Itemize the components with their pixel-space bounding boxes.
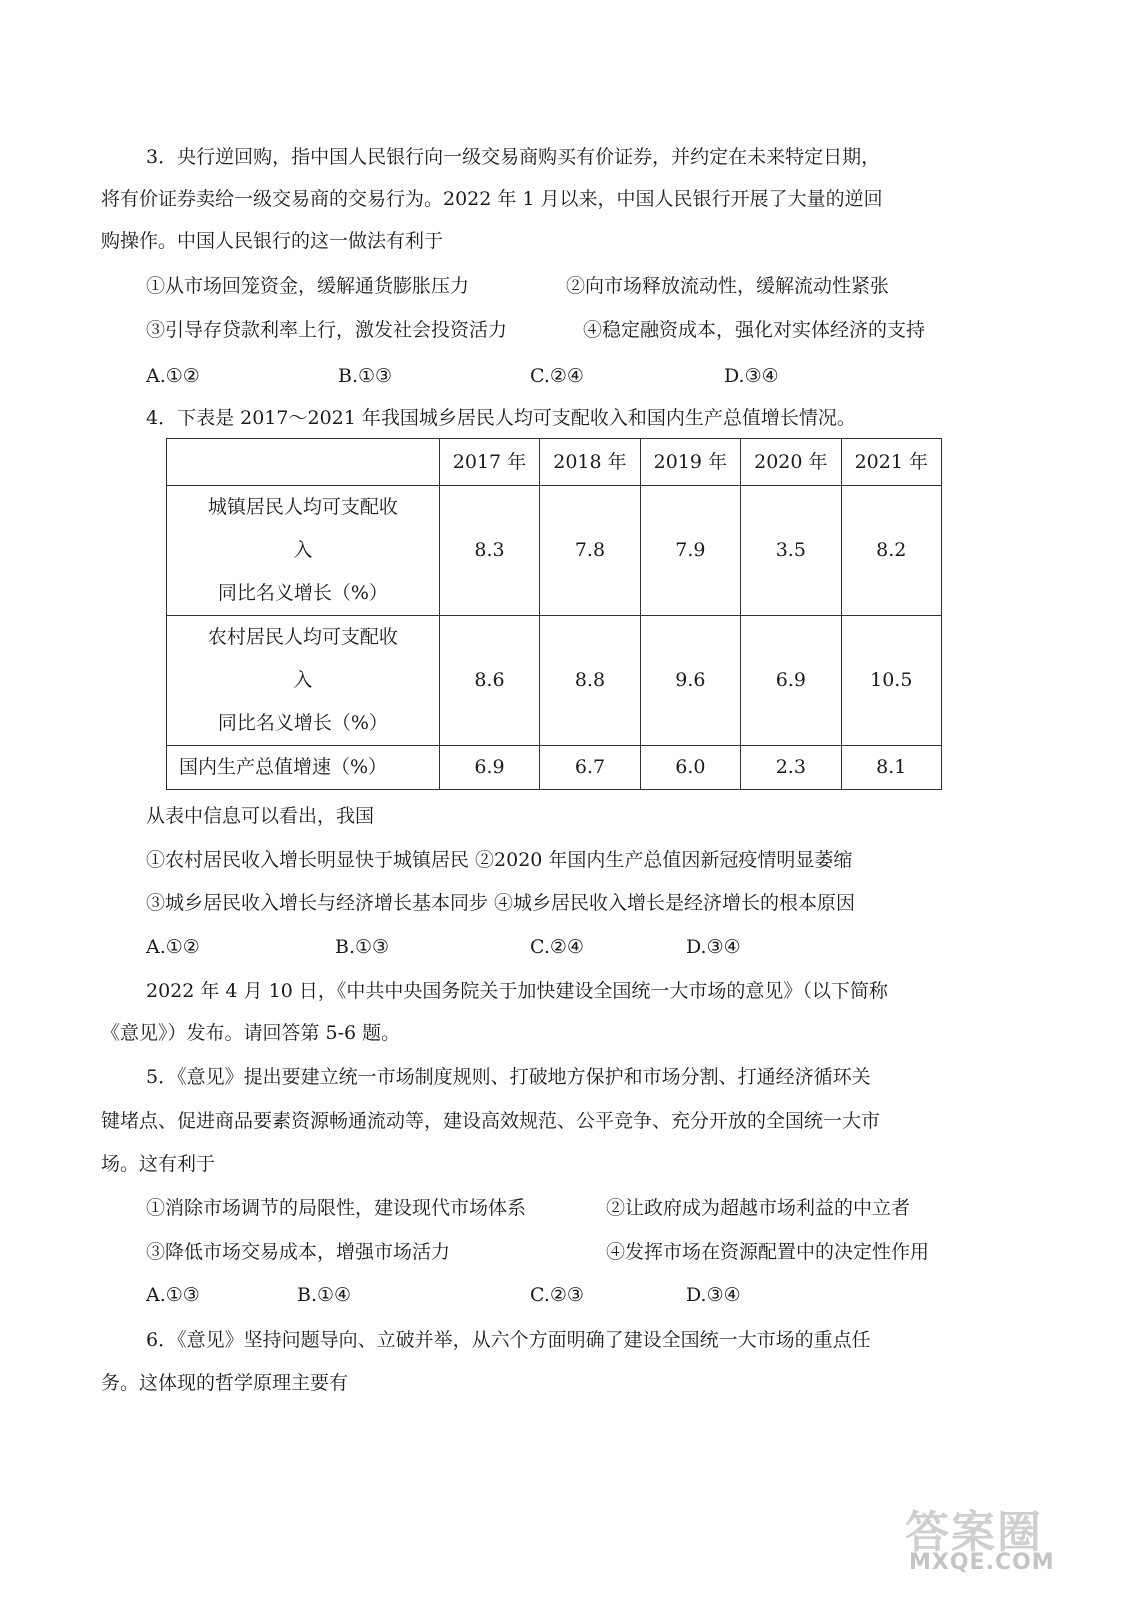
q4-items-line2: ③城乡居民收入增长与经济增长基本同步 ④城乡居民收入增长是经济增长的根本原因 [146,892,856,914]
q3-option-a: A.①② [146,365,200,387]
row-label-line: 同比名义增长（%） [217,712,388,734]
q3-option-d: D.③④ [724,365,779,387]
table-year-header: 2019 年 [640,439,740,486]
table-row-gdp [167,746,942,790]
q3-item-4: ④稳定融资成本，强化对实体经济的支持 [583,319,926,341]
q5-option-a: A.①③ [146,1284,200,1306]
q4-option-a: A.①② [146,936,200,958]
q5-stem-line1: 5．《意见》提出要建立统一市场制度规则、打破地方保护和市场分割、打通经济循环关 [146,1066,871,1088]
row-label-line: 同比名义增长（%） [217,582,388,604]
table-year-header: 2017 年 [439,439,539,486]
q4-option-b: B.①③ [335,936,390,958]
table-cell: 7.9 [640,486,740,616]
table-cell: 8.3 [439,486,539,616]
q5-item-4: ④发挥市场在资源配置中的决定性作用 [606,1241,930,1263]
intro-line1: 2022 年 4 月 10 日，《中共中央国务院关于加快建设全国统一大市场的意见》（以下简称 [146,980,888,1002]
table-cell: 6.7 [540,746,640,790]
q5-option-b: B.①④ [297,1284,352,1306]
table-row-label [167,616,440,746]
site-watermark-logo [905,1496,1095,1580]
q5-item-3: ③降低市场交易成本，增强市场活力 [146,1241,451,1263]
q4-option-c: C.②④ [530,936,584,958]
table-cell: 6.9 [439,746,539,790]
table-year-header: 2021 年 [841,439,941,486]
q6-stem-line1: 6．《意见》坚持问题导向、立破并举，从六个方面明确了建设全国统一大市场的重点任 [146,1329,871,1351]
q6-stem-line2: 务。这体现的哲学原理主要有 [101,1372,349,1394]
table-cell: 9.6 [640,616,740,746]
q3-item-3: ③引导存贷款利率上行，激发社会投资活力 [146,319,508,341]
q5-option-d: D.③④ [686,1284,741,1306]
q3-item-2: ②向市场释放流动性，缓解流动性紧张 [566,275,890,297]
table-cell: 10.5 [841,616,941,746]
q5-stem-line3: 场。这有利于 [101,1153,216,1175]
table-cell: 3.5 [741,486,841,616]
table-year-header: 2018 年 [540,439,640,486]
q5-item-2: ②让政府成为超越市场利益的中立者 [606,1197,911,1219]
q3-stem-line1: 3．央行逆回购，指中国人民银行向一级交易商购买有价证券，并约定在未来特定日期， [146,146,881,168]
table-cell: 8.1 [841,746,941,790]
intro-line2: 《意见》）发布。请回答第 5-6 题。 [101,1022,401,1044]
table-cell: 6.0 [640,746,740,790]
q5-item-1: ①消除市场调节的局限性，建设现代市场体系 [146,1197,527,1219]
table-row-label [167,486,440,616]
row-label-line: 入 [293,539,313,561]
table-row-label: 国内生产总值增速（%） [167,746,440,790]
q5-option-c: C.②③ [530,1284,584,1306]
row-label-line: 农村居民人均可支配收 [207,626,398,648]
q3-option-b: B.①③ [338,365,393,387]
watermark-chinese: 答案圈 [905,1507,1043,1558]
q5-stem-line2: 键堵点、促进商品要素资源畅通流动等，建设高效规范、公平竞争、充分开放的全国统一大市 [101,1110,881,1132]
table-cell: 8.8 [540,616,640,746]
table-cell: 7.8 [540,486,640,616]
q3-stem-line2: 将有价证券卖给一级交易商的交易行为。2022 年 1 月以来，中国人民银行开展了大量的逆回 [101,188,883,210]
table-corner-cell [167,439,440,486]
table-row-urban [167,486,942,616]
q3-item-1: ①从市场回笼资金，缓解通货膨胀压力 [146,275,470,297]
row-label-line: 城镇居民人均可支配收 [207,496,398,518]
q4-items-line1: ①农村居民收入增长明显快于城镇居民 ②2020 年国内生产总值因新冠疫情明显萎缩 [146,849,853,871]
q3-option-c: C.②④ [530,365,584,387]
table-row-rural [167,616,942,746]
table-cell: 8.2 [841,486,941,616]
table-year-header: 2020 年 [741,439,841,486]
table-cell: 6.9 [741,616,841,746]
income-gdp-table [166,438,942,790]
q3-stem-line3: 购操作。中国人民银行的这一做法有利于 [101,230,444,252]
q4-option-d: D.③④ [686,936,741,958]
q4-after-text: 从表中信息可以看出，我国 [146,805,375,827]
table-cell: 8.6 [439,616,539,746]
q4-stem: 4．下表是 2017～2021 年我国城乡居民人均可支配收入和国内生产总值增长情况。 [146,407,856,429]
table-cell: 2.3 [741,746,841,790]
row-label-line: 入 [293,669,313,691]
table-header-row [167,439,942,486]
watermark-domain: MXQE.COM [909,1550,1055,1575]
